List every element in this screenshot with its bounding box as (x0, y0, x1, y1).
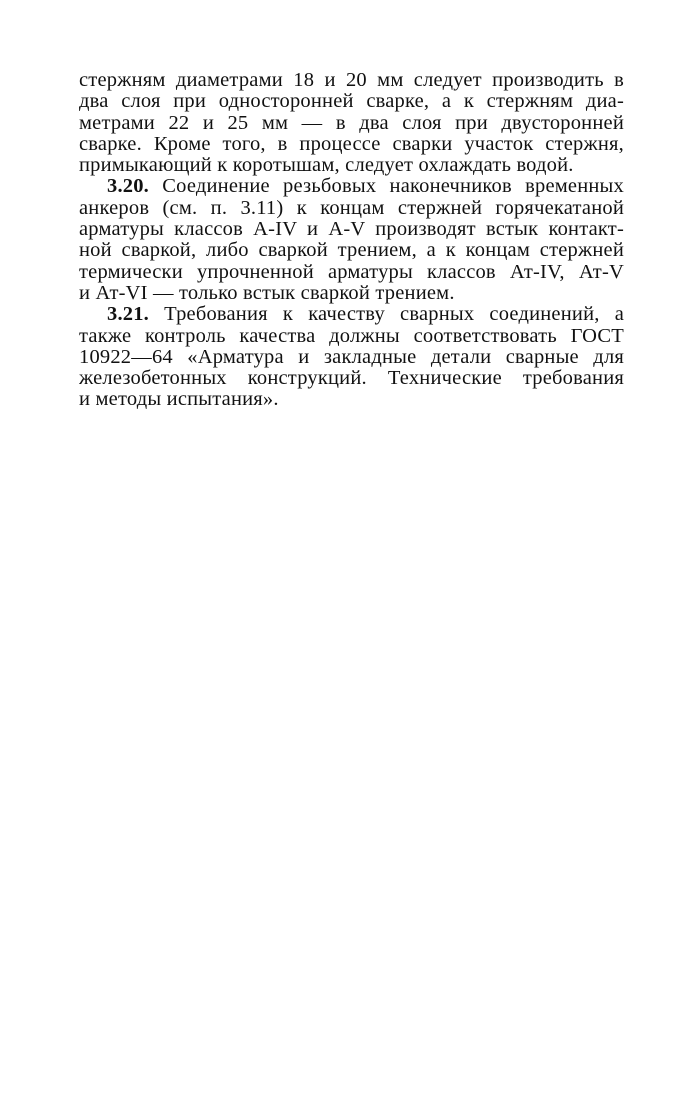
text-line: железобетонных конструкций. Технические требования (79, 368, 624, 390)
text-line: и методы испытания». (79, 389, 279, 411)
section-3-21 (79, 304, 624, 410)
text-line: 10922—64 «Арматура и закладные детали сварные для (79, 346, 624, 368)
section-number: 3.20. (107, 176, 149, 198)
section-3-20 (79, 176, 624, 304)
text-line: стержням диаметрами 18 и 20 мм следует производить в (79, 70, 624, 91)
document-text (79, 70, 624, 411)
text-line: метрами 22 и 25 мм — в два слоя при двусторонней (79, 112, 624, 134)
text-line: ной сваркой, либо сваркой трением, а к концам стержней (79, 240, 624, 262)
text-line: и Ат-VI — только встык сваркой трением. (79, 282, 455, 304)
text-line: арматуры классов А-IV и А-V производят встык контакт- (79, 219, 624, 241)
text-line: сварке. Кроме того, в процессе сварки участок стержня, (79, 133, 624, 155)
text-line: примыкающий к коротышам, следует охлаждать водой. (79, 155, 574, 177)
section-number: 3.21. (107, 304, 149, 326)
text-line: термически упрочненной арматуры классов Ат-IV, Ат-V (79, 261, 624, 283)
text-line: анкеров (см. п. 3.11) к концам стержней горячекатаной (79, 197, 624, 219)
paragraph-continuation (79, 70, 624, 176)
section-first-line-text: Требования к качеству сварных соединений, а (149, 304, 624, 326)
text-line: также контроль качества должны соответствовать ГОСТ (79, 325, 624, 347)
section-first-line-text: Соединение резьбовых наконечников временных (149, 176, 624, 198)
text-line: два слоя при односторонней сварке, а к стержням диа- (79, 91, 624, 113)
section-first-line (79, 176, 624, 197)
section-first-line (79, 304, 624, 325)
